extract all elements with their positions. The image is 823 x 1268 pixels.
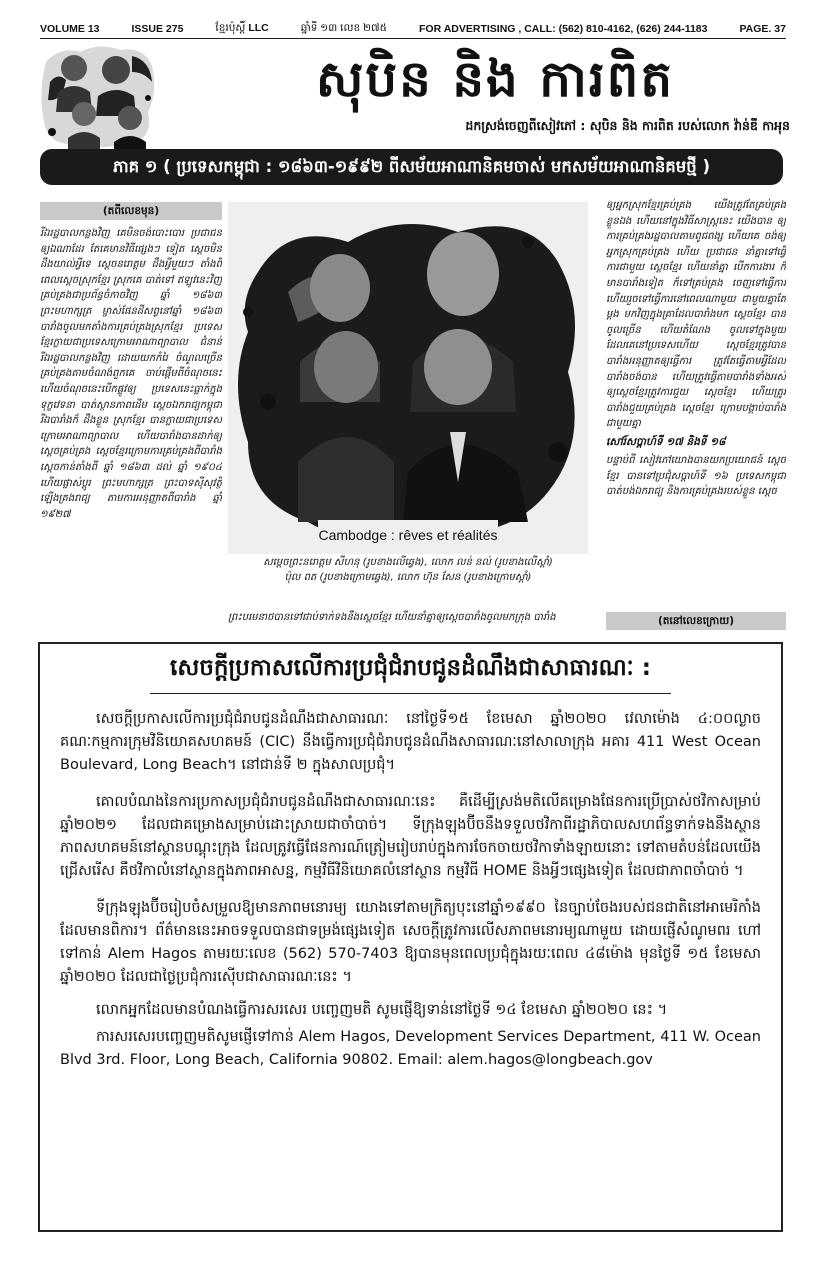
continued-from-tag: (តពីលេខមុន) bbox=[40, 202, 222, 220]
photo-caption bbox=[228, 556, 588, 600]
page-number: PAGE. 37 bbox=[739, 23, 786, 35]
notice-paragraph-5: ការសរសេរបញ្ចេញមតិសូមផ្ញើទៅកាន់ Alem Hagos, Development Services Department, 411 W. Ocean Blvd 3rd. Floor, Long Beach, California 90802. Email: alem.hagos@longbeach.gov bbox=[60, 1029, 761, 1068]
year-issue-label: ឆ្នាំទី ១៣ លេខ ២៧៥ bbox=[300, 21, 388, 34]
article-right-text-2: បន្ទាប់ពី សៀវភៅយោងបានយកប្រយោជន៍ ស្តេចខ្មែរ បានទៅប្រជុំសប្តាហ៍ទី ១៦ ប្រទេសកម្ពុជា បាត់បង់ឯករាជ្យ និងការគ្រប់គ្រងរបស់ខ្លួន ស្តេច bbox=[606, 454, 786, 498]
issue-info-bar bbox=[40, 20, 786, 39]
photo-caption-line-1: សម្តេចព្រះនរោត្តម សីហនុ (រូបខាងលើឆ្វេង), លោក លន់ នល់ (រូបខាងលើស្តាំ) bbox=[263, 557, 553, 568]
series-banner: ភាគ ១ ( ប្រទេសកម្ពុជា : ១៨៦៣-១៩៩២ ពីសម័យអាណានិគមចាស់ មកសម័យអាណានិគមថ្មី ) bbox=[40, 149, 783, 185]
article-right-text: ឲ្យអ្នកស្រុកខ្មែរគ្រប់គ្រង យើងត្រូវតែគ្រប់គ្រងខ្លួនឯង ហើយនៅក្នុងវិធីសាស្ត្រនេះ យើងបាន ឲ្យការគ្រប់គ្រងរដ្ឋបាលតាមពូជពង្ស ហើយគេ ចង់ឲ្យអ្នកស្រុកគ្រប់គ្រង ហើយ ប្រជាជន នាំគ្នាទៅធ្វើការជាមួយ ស្តេចខ្មែរ ហើយនាំគ្នា បើកការងារ ក៏មានបារាំងទៀត ក៏ទៅគ្រប់គ្រង ចេញទៅធ្វើការ ហើយរួចទៅធ្វើការនៅពេលណាមួយ ជាមួយគ្នាតែម្តង មកវិញក្នុងគ្រាដែលបារាំងមក ស្តេចខ្មែរ បានចូលច្រើន ហើយតំណែង ចូលទៅក្នុងមួយ ដែលគេនៅប្រទេសហើយ ស្តេចខ្មែរត្រូវបាន បារាំងអនុញ្ញាតឲ្យធ្វើការ ត្រូវតែធ្វើតាមអ្វីដែលបារាំងចង់បាន ហើយត្រូវធ្វើតាមបារាំងទាំងអស់ ឲ្យស្តេចខ្មែរត្រូវការជួយ ស្តេចខ្មែរ ហើយត្រូវបារាំងជួយគ្រប់គ្រង ស្តេចខ្មែរ ក្រោមបង្គាប់បារាំង ជាមួយគ្នា bbox=[606, 200, 786, 430]
public-notice-box bbox=[38, 642, 783, 1232]
notice-paragraph-3: ទីក្រុងឡុងប៊ីចរៀបចំសម្រួលឱ្យមានភាពមនោរម្យ យោងទៅតាមក្រិត្យបុះនៅឆ្នាំ១៩៩០ នៃច្បាប់ចែងរបស់ជនជាតិនៅអាមេរិកាំង ដែលមានពិការ។ ព័ត៌មាននេះអាចទទួលបានជាទម្រង់ផ្សេងទៀត សេចក្តីត្រូវការលើសភាពមនោរម្យណាមួយ ដោយផ្ញើសំណូមពរ ហៅទៅកាន់ Alem Hagos តាមរយៈលេខ (562) 570-7403 ឱ្យបានមុនពេលប្រជុំក្នុងរយៈពេល ៤៨ម៉ោង មុនថ្ងៃទី ១៥ ខែមេសា ឆ្នាំ២០២០ ដែលជាថ្ងៃប្រជុំការស៊ើបជាសាធារណៈនេះ ។ bbox=[60, 900, 761, 985]
photo-caption-french: Cambodge : rêves et réalités bbox=[318, 527, 498, 543]
portrait-collage-image bbox=[40, 42, 158, 150]
photo-caption-line-2: ប៉ុល ពត (រូបខាងក្រោមឆ្វេង), លោក ហ៊ុន សែន (រូបខាងក្រោមស្តាំ) bbox=[284, 571, 532, 583]
article-left-text: រីឯរដ្ឋបាលកន្លងវិញ គេមិនចង់បោះបោរ ប្រជាជនឲ្យឯណាដែរ តែគេមានវិធីផ្សេងៗ ទៀត ស្តេចមិនដឹងយាល់អ្វីទេ ស្តេចនរោត្តម ដឹងអ្វីមួយៗ តាំងពីពេលស្តេចស្រុកខ្មែរ ស្រុកគេ បាត់ទៅ ឥឡូវនេះវិញគ្រប់គ្រងជាប្រព័ន្ធចំកាចវិញ ឆ្នាំ ១៨៦៣ ព្រះមហាក្សត្រ ម្ចាស់ផែនដីសព្វនៅឆ្នាំ ១៨៦៣ បារាំងចូលមកតាំងការគ្រប់គ្រងស្រុកខ្មែរ ប្រទេសខ្មែរក្លាយជាប្រទេសក្រោមអាណាព្យាបាល ជំនាន់ រីឯរដ្ឋបាលកន្លងវិញ ដោយយកកំរៃ ចំណូលច្រើន គ្រប់គ្រងតាមចំណង់ពួកគេ ចាប់ផ្តើមពីចំណុចនេះ ហើយចំណុចនេះបើកផ្លូវឲ្យ ប្រទេសនេះធ្លាក់ក្នុងទុក្ខវេទនា បាត់ស្ថានភាពដើម ស្តេចឯករាជ្យកម្ពុជា រីឯបារាំងក៏ ដឹងខ្លួន ស្រុកខ្មែរ បានក្លាយជាប្រទេសក្រោមអាណាព្យាបាល ហើយបារាំងបានដាក់ឲ្យស្តេចគ្រប់គ្រង ស្តេចខ្មែរក្រោមការគ្រប់គ្រងពីបារាំង ស្តេចកាន់តាំងពី ឆ្នាំ ១៨៦៣ ដល់ ឆ្នាំ ១៩០៤ ហើយផ្លាស់ប្តូរ ព្រះមហាក្សត្រ ព្រះបាទស៊ីសុវត្ថិ ឡើងគ្រងរាជ្យ តាមការអនុញ្ញាតពីបារាំង ឆ្នាំ ១៩២៧ bbox=[40, 228, 222, 520]
article-right-subhead: សៅរ៍សប្តាហ៍ទី ១៧ និងទី ១៨ bbox=[606, 435, 726, 448]
notice-paragraph-4: លោកអ្នកដែលមានបំណងធ្វើការសរសេរ បញ្ចេញមតិ សូមផ្ញើឱ្យទាន់នៅថ្ងៃទី ១៤ ខែមេសា ឆ្នាំ២០២០ នេះ ។ bbox=[96, 1002, 668, 1018]
issue-label: ISSUE 275 bbox=[131, 23, 184, 35]
publisher-label: ខ្មែរប៉ុស្តិ៍ LLC bbox=[215, 21, 269, 34]
continued-next-tag: (តនៅលេខក្រោយ) bbox=[606, 612, 786, 630]
notice-title: សេចក្តីប្រកាសលើការប្រជុំជំរាបជូនដំណឹងជាសាធារណៈ : bbox=[150, 654, 671, 694]
notice-paragraph-2: គោលបំណងនៃការប្រកាសប្រជុំជំរាបជូនដំណឹងជាសាធារណៈនេះ គឺដើម្បីស្រង់មតិលើគម្រោងផែនការប្រើប្រាស់ថវិកាសម្រាប់ ឆ្នាំ២០២១ ដែលជាគម្រោងសម្រាប់ដោះស្រាយជាចាំបាច់។ ទីក្រុងឡុងប៊ីចនឹងទទួលថវិកាពីរដ្ឋាភិបាលសហព័ន្ធទាក់ទងនឹងស្ថានភាពសហគមន៍នៅស្ថានបណ្តុះក្រុង ដែលត្រូវធ្វើផែនការណ៍ត្រៀមរៀបរាប់ក្នុងការចែកចាយថវិកាទាំងឡាយនោះ ទៅតាមតំបន់ដែលយើងជ្រើសរើស គឺថវិកាលំនៅស្ថានក្នុងភាពអាសន្ន, កម្មវិធីវិនិយោគលំនៅស្ថាន កម្មវិធី HOME និងអ្វីៗផ្សេងទៀត ដែលជាភាពចាំបាច់ ។ bbox=[60, 794, 761, 879]
article-left-column bbox=[40, 202, 222, 620]
header-portrait-collage bbox=[40, 42, 158, 150]
leaders-collage-image bbox=[228, 202, 588, 554]
notice-paragraph-1: សេចក្តីប្រកាសលើការប្រជុំជំរាបជូនដំណឹងជាសាធារណៈ នៅថ្ងៃទី១៥ ខែមេសា ឆ្នាំ២០២០ វេលាម៉ោង ៤:០០ល្ងាច គណៈកម្មការក្រុមវិនិយោគសហគមន៍ (CIC) នឹងធ្វើការប្រជុំជំរាបជូនដំណឹងសាធារណៈនៅសាលាក្រុង អគារ 411 West Ocean Boulevard, Long Beach។ នៅជាន់ទី ២ ក្នុងសាលប្រជុំ។ bbox=[60, 711, 761, 773]
article-bottom-line: ព្រះបរមនាថបានទៅជាប់ទាក់ទងនឹងស្តេចខ្មែរ ហើយនាំគ្នាឲ្យស្តេចបារាំងចូលមកក្រុង បារាំង bbox=[228, 612, 556, 623]
article-right-column bbox=[606, 198, 786, 630]
advertising-contact: FOR ADVERTISING , CALL: (562) 810-4162, (626) 244-1183 bbox=[419, 23, 708, 35]
masthead-title: សុបិន និង ការពិត bbox=[315, 49, 675, 108]
volume-label: VOLUME 13 bbox=[40, 23, 100, 35]
article-photo bbox=[228, 202, 588, 554]
masthead-subtitle: ដកស្រង់ចេញពីសៀវភៅ : សុបិន និង ការពិត របស់លោក វ៉ាន់ឌី កាអុន bbox=[465, 118, 790, 133]
